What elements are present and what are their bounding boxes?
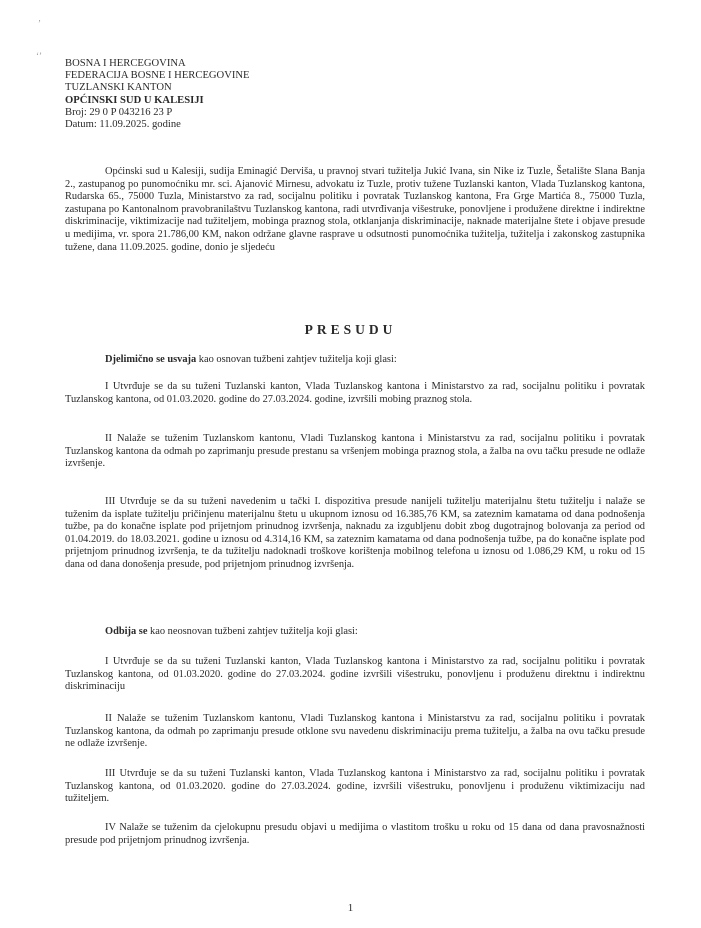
granted-lead-rest: kao osnovan tužbeni zahtjev tužitelja koji glasi: xyxy=(196,354,397,365)
rejected-lead-bold: Odbija se xyxy=(105,626,148,637)
rejected-item-4: IV Nalaže se tuženim da cjelokupnu presudu objavi u medijima o vlastitom trošku u roku od 15 dana od dana pravosnažnosti presude pod prijetnjom prinudnog izvršenja. xyxy=(65,822,645,846)
document-title: PRESUDU xyxy=(304,322,397,337)
court-header xyxy=(65,58,465,131)
granted-item-1: I Utvrđuje se da su tuženi Tuzlanski kanton, Vlada Tuzlanskog kantona i Ministarstvo za rad, socijalnu politiku i povratak Tuzlanskog kantona, od 01.03.2020. godine do 27.03.2024. godine, izvršili mobing praznog stola. xyxy=(65,381,645,405)
rejected-item-1: I Utvrđuje se da su tuženi Tuzlanski kanton, Vlada Tuzlanskog kantona i Ministarstvo za rad, socijalnu politiku i povratak Tuzlanskog kantona, od 01.03.2020. godine do 27.03.2024. godine izvršili višestruku, ponovljenu i produženu direktnu i indirektnu diskriminaciju xyxy=(65,656,645,693)
header-court-name: OPĆINSKI SUD U KALESIJI xyxy=(65,94,204,106)
case-number: Broj: 29 0 P 043216 23 P xyxy=(65,106,173,118)
granted-item-3: III Utvrđuje se da su tuženi navedenim u tački I. dispozitiva presude nanijeli tužitelju materijalnu štetu tužitelju i nalaže se tuženim da isplate tužitelju pričinjenu materijalnu štetu u ukupnom iznosu od 16.385,76 KM, sa zateznim kamatama od dana podnošenja tužbe, pa do konačne isplate pod prijetnjom prinudnog izvršenja, naknadu za izgubljenu dobit zbog dugotrajnog bolovanja za period od 01.04.2019. do 18.03.2021. godine u iznosu od 4.314,16 KM, sa zateznim kamatama od dana podnošenja tužbe, pa do konačne isplate pod prijetnjom prinudnog izvršenja, te da tužitelju nadoknadi troškove korištenja mobilnog telefona u iznosu od 1.086,29 KM, u roku od 15 dana od dana donošenja presude, pod prijetnjom prinudnog izvršenja. xyxy=(65,496,645,570)
granted-lead xyxy=(105,354,645,367)
granted-lead-bold: Djelimično se usvaja xyxy=(105,354,197,365)
rejected-lead xyxy=(105,626,645,639)
rejected-item-3: III Utvrđuje se da su tuženi Tuzlanski kanton, Vlada Tuzlanskog kantona i Ministarstvo za rad, socijalnu politiku i povratak Tuzlanskog kantona, od 01.03.2020. godine do 27.03.2024. godine, izvršili višestruku, ponovljenu i produženu viktimizaciju nad tužiteljem. xyxy=(65,768,645,805)
rejected-lead-rest: kao neosnovan tužbeni zahtjev tužitelja koji glasi: xyxy=(147,626,358,637)
header-country: BOSNA I HERCEGOVINA xyxy=(65,58,186,69)
document-date: Datum: 11.09.2025. godine xyxy=(65,119,181,131)
scan-mark-top: ‚ xyxy=(38,13,41,23)
scan-mark-side: ‘’ xyxy=(36,51,42,61)
rejected-item-2: II Nalaže se tuženim Tuzlanskom kantonu, Vladi Tuzlanskog kantona i Ministarstvu za rad, socijalnu politiku i povratak Tuzlanskog kantona, da odmah po zaprimanju presude otklone svu navedenu diskriminaciju prema tužitelju, a žalba na ovu tačku presude ne odlaže izvršenje. xyxy=(65,713,645,750)
intro-paragraph: Općinski sud u Kalesiji, sudija Eminagić Dervіša, u pravnoj stvari tužitelja Jukić Ivana, sin Nike iz Tuzle, Šetalište Slana Banja 2., zastupanog po punomoćniku mr. sci. Ajanović Mirnesu, advokatu iz Tuzle, protiv tužene Tuzlanski kanton, Vlada Tuzlanskog kantona, Rudarska 65., 75000 Tuzla, Ministarstvo za rad, socijalnu politiku i povratak Tuzlanskog kantona, Fra Grge Martića 8., 75000 Tuzla, zastupana po Kantonalnom pravobranilaštvu Tuzlanskog kantona, radi utvrđivanja višestruke, ponovljene i produžene direktne i indirektne diskriminacije, viktimizacije nad tužiteljem, mobinga praznog stola, otklanjanja diskriminacije, naknade materijalne štete i objave presude u medijima, vr. spora 21.786,00 KM, nakon održane glavne rasprave u odsutnosti punomoćnika tužitelja, tužitelja i zakonskog zastupnika tužene, dana 11.09.2025. godine, donio je sljedeću xyxy=(65,166,645,253)
header-canton: TUZLANSKI KANTON xyxy=(65,82,172,94)
page-number: 1 xyxy=(347,902,354,914)
header-federation: FEDERACIJA BOSNE I HERCEGOVINE xyxy=(65,70,250,82)
granted-item-2: II Nalaže se tuženim Tuzlanskom kantonu, Vladi Tuzlanskog kantona i Ministarstvu za rad, socijalnu politiku i povratak Tuzlanskog kantona da odmah po zaprimanju presude prestanu sa vršenjem mobinga praznog stola, a žalba na ovu tačku presude ne odlaže izvršenje. xyxy=(65,433,645,470)
